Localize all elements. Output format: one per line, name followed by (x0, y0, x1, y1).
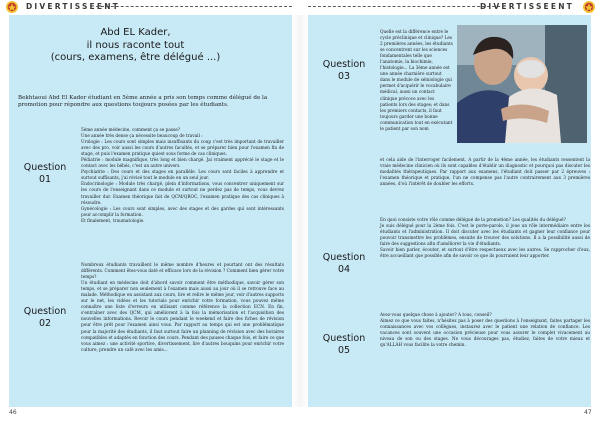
title-line-3: (cours, examens, être délégué ...) (50, 52, 221, 63)
question-04-number: 04 (337, 264, 351, 275)
answer-05-p2: Aimez ce que vous faites, n'hésitez pas à poser des questions à l'enseignant, faites partager les connaissances avec vos collègues, instaurez avec le patient une relation de confiance. Les vacances sont souvent une occasion précieuse pour vous assurer le complet vivacement au niveau de son ou des stages. Ne vous décourages pas, étudiez, faites de votre mieux et qu'ALLAH vous facilite la votre chemin. (380, 319, 590, 349)
answer-04-p3: Savoir bien parler, écouter, et surtout d'être respectueux avec les autres. Se rapprocher d'eux, être accueillant que possible afin de savoir ce que ils pourraient leur apporter. (380, 248, 590, 260)
answer-01-p4: Pédiatrie : module magnifique, très long et bien chargé. Jai vraiment apprécié le stage et le contact avec les bébés, c'est un autre univers. (81, 158, 284, 170)
intro-paragraph: Bekhtaoui Abd El Kader étudiant en 5ème année a pris son temps comme délégué de la promotion pour répondre aux questions toujours posées par les étudiants. (18, 95, 268, 109)
question-02-word: Question (23, 306, 67, 317)
header-divider-left (96, 6, 292, 7)
answer-05 (380, 313, 590, 349)
answer-04-p2: Je suis délégué pour la 2ème fois. C'est le porte-parole, il joue un rôle intermédiaire entre les étudiants et l'administration. Il doit discuter avec les étudiants et gagner leur confiance pour pouvoir transmettre les problèmes, ensuite de trouver des solutions. Il a la possibilité aussi de faire des suggestions afin d'améliorer la vie d'étudiants. (380, 224, 590, 248)
page-number-right: 47 (584, 409, 592, 416)
page-gutter (292, 15, 308, 407)
answer-01-p3: Urologie : Les cours sont simples mais insuffisants du coup c'est très important de travailler avec des pro, voir aussi les cours d'autres facultés, et se préparer bien pour l'examen fin de stage, et puis l'examen pratique quiest sous forme de cas cliniques. (81, 140, 284, 158)
question-02-label (15, 306, 75, 330)
answer-01-p6: Endocrinologie : Module très chargé, plein d'informations, vous concentrer uniquement sur les cours de l'enseignant dans ce module et surtout ne perdez pas de temps, vous devrez travailler dur. Examen théorique fait de QCM/QROC, l'examen pratique des cas cliniques à résoudre. (81, 182, 284, 206)
student-with-baby-photo (457, 25, 587, 143)
answer-04 (380, 218, 590, 260)
answer-02-p2: Un étudiant en médecine doit d'abord savoir comment être méthodique, savoir gérer son temps, et se préparer non seulement à l'examen mais aussi au jour où il se retrouve face au malade. Méthodique en assistant aux cours, lire et relire le même jour, voir d'autres supports sur le net, les vidéos et les tutorials pour enrichir votre formation, vous pouvez même connaître une liste d'erreurs en utilisant comme référence la collection ECN. En fin, s'entraîner avec des QCM, qui améliorent à la fois la mémorisation et l'acquisition des nouvelles informations. Revoir le cours pendant le weekend et faire des fiches de révision pour être prêt pour l'examen ainsi vous. Par rapport au temps qui est une problématique pour la majorité des étudiants, il faut surtout faire un planning de révision avec des horaires compatibles et adaptés en fonction des cours. Pendant des pauses chaque fois, et faire ce que vous aimez : une activité sportive, divertissement, lire d'autres bouquins pour enrichir votre culture, prendre un café avec les amis... (81, 281, 284, 353)
header-title-right: DIVERTISSEENT (480, 1, 574, 11)
page-number-left: 46 (9, 409, 17, 416)
question-03-label (314, 59, 374, 83)
faculty-logo-icon (5, 0, 19, 14)
answer-01-p2: Une année très dense ça nécessite beaucoup de travail : (81, 134, 203, 140)
header-title-left: DIVERTISSEENT (26, 1, 120, 11)
question-03-number: 03 (337, 71, 351, 82)
answer-01-p5: Psychiatrie : Des cours et des stages en parallèle. Les cours sont faciles à apprendre et surtout suffisants, j'ai révisé tout le module en un seul jour. (81, 170, 284, 182)
question-05-label (314, 333, 374, 357)
question-04-label (314, 252, 374, 276)
answer-01-p1: 5ème année médecine, comment ça se passe? (81, 128, 181, 133)
question-05-number: 05 (337, 345, 351, 356)
question-02-number: 02 (38, 318, 52, 329)
answer-03-side: Quelle est la différence entre le cycle préclinique et clinique? Les 2 premières années, les étudiants se concentrent sur les sciences fondamentales telle que l'anatomie, la biochimie, l'histologie... La 3ème année est une année charnière surtout dans le module de sémiologie qui permet d'acquérir le vocabulaire médical, aussi un contact clinique précoce avec les patients lors des stages; et dans les premiers contacts, il faut toujours garder une bonne communication tout en exécutant le patient par son nom (380, 30, 453, 132)
faculty-logo-icon (582, 0, 596, 14)
article-title (28, 27, 243, 65)
answer-05-p1: Avez-vous quelque chose à ajouter? A tous, conseil? (380, 313, 492, 318)
answer-04-p1: En quoi consiste votre rôle comme délégué de la promotion? Les qualités du délégué? (380, 218, 566, 223)
header-right (300, 0, 600, 12)
title-line-1: Abd EL Kader, (100, 27, 171, 38)
answer-02 (81, 263, 284, 354)
question-01-number: 01 (38, 174, 52, 185)
title-line-2: il nous raconte tout (86, 39, 185, 51)
question-01-label (15, 162, 75, 186)
answer-01-p7: Gynécologie : Les cours sont simples, avec des stages et des gardes qui sont intéressants pour accomplir la formation. (81, 206, 284, 218)
question-03-word: Question (322, 59, 366, 70)
answer-01-p8: Et finalement, traumatologie. (81, 218, 145, 224)
question-04-word: Question (322, 252, 366, 263)
answer-02-p1: Nombreux étudiants travaillent le même nombre d'heures et pourtant ont des résultats différents. Comment êtes-vous daté et efficace lors de la révision ? Comment bien gérer votre temps? (81, 263, 284, 281)
question-01-word: Question (23, 162, 67, 173)
answer-03-full: et cela aide de l'interroger facilement. A partir de la 4ème année, les étudiants ressentent la vraie médecine clinicien où ils sont capables d'établir un diagnostic et pourquoi pas discuter les modalités thérapeutiques. Par rapport aux examens, l'étudiant doit passer par 2 épreuves : l'examen théorique et pratique, l'un ne compense pas l'autre contrairement aux 3 premières années, d'où l'intérêt de doubler les efforts. (380, 158, 590, 188)
answer-01 (81, 128, 284, 225)
question-05-word: Question (322, 333, 366, 344)
